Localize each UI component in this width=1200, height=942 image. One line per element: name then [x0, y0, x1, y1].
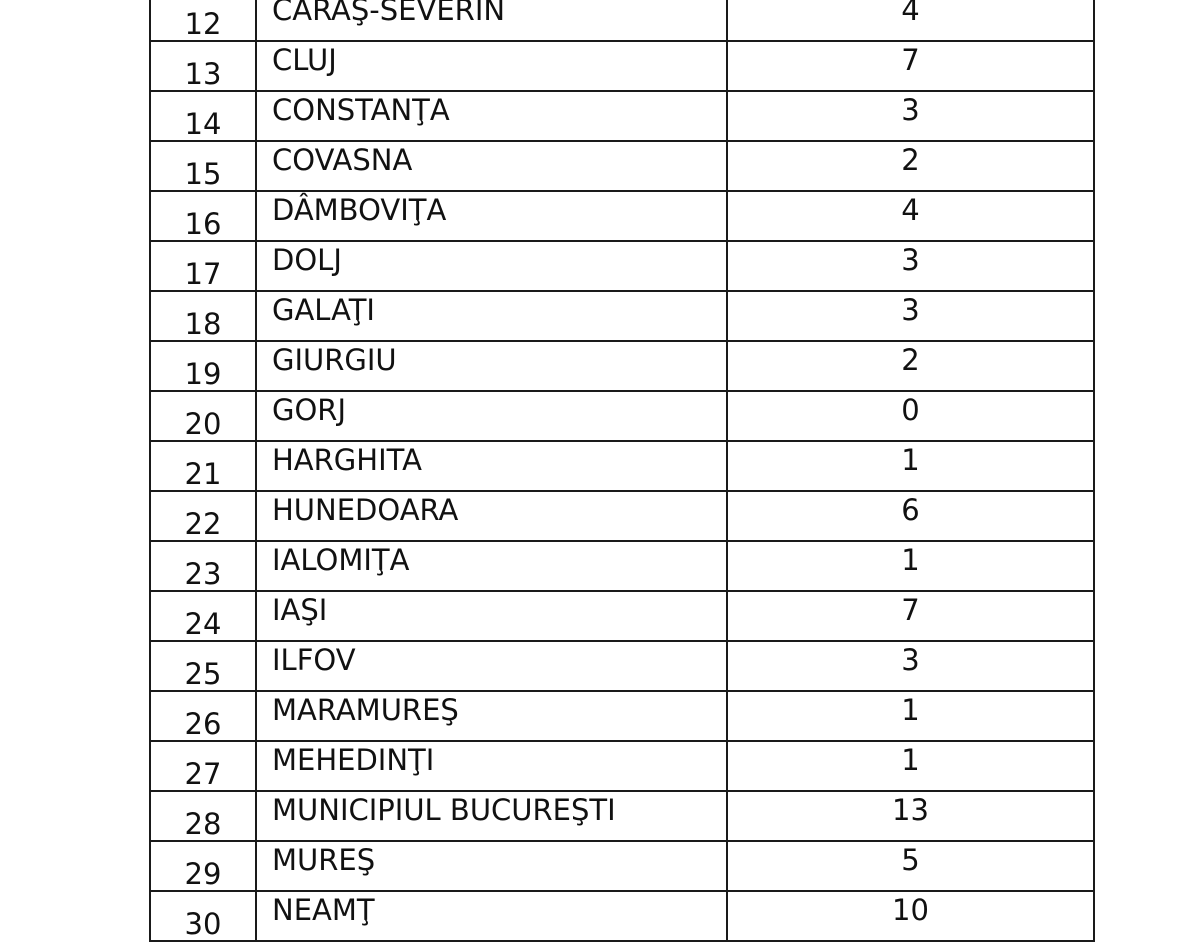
count-cell: 4: [727, 191, 1094, 241]
count-cell: 2: [727, 141, 1094, 191]
table-row: [150, 541, 1094, 591]
row-number-cell: 16: [150, 191, 256, 241]
table-row: [150, 641, 1094, 691]
table-row: [150, 341, 1094, 391]
row-number-cell: 22: [150, 491, 256, 541]
county-name-cell: HUNEDOARA: [256, 491, 727, 541]
table-row: [150, 791, 1094, 841]
table-body: [150, 0, 1094, 941]
county-name-cell: MUREŞ: [256, 841, 727, 891]
county-name-cell: COVASNA: [256, 141, 727, 191]
row-number-cell: 20: [150, 391, 256, 441]
count-cell: 3: [727, 241, 1094, 291]
row-number-cell: 25: [150, 641, 256, 691]
county-name-cell: ILFOV: [256, 641, 727, 691]
county-name-cell: MEHEDINŢI: [256, 741, 727, 791]
county-name-cell: MARAMUREŞ: [256, 691, 727, 741]
count-cell: 10: [727, 891, 1094, 941]
row-number-cell: 17: [150, 241, 256, 291]
count-cell: 13: [727, 791, 1094, 841]
table-row: [150, 441, 1094, 491]
row-number-cell: 18: [150, 291, 256, 341]
table-row: [150, 241, 1094, 291]
row-number-cell: 23: [150, 541, 256, 591]
count-cell: 7: [727, 41, 1094, 91]
table-row: [150, 0, 1094, 41]
count-cell: 4: [727, 0, 1094, 41]
count-cell: 3: [727, 641, 1094, 691]
row-number-cell: 13: [150, 41, 256, 91]
row-number-cell: 15: [150, 141, 256, 191]
count-cell: 1: [727, 541, 1094, 591]
count-cell: 1: [727, 741, 1094, 791]
county-name-cell: NEAMŢ: [256, 891, 727, 941]
table-row: [150, 141, 1094, 191]
count-cell: 1: [727, 441, 1094, 491]
county-name-cell: CONSTANŢA: [256, 91, 727, 141]
county-name-cell: CLUJ: [256, 41, 727, 91]
row-number-cell: 26: [150, 691, 256, 741]
row-number-cell: 29: [150, 841, 256, 891]
county-name-cell: GALAŢI: [256, 291, 727, 341]
count-cell: 3: [727, 291, 1094, 341]
count-cell: 7: [727, 591, 1094, 641]
table-row: [150, 491, 1094, 541]
county-name-cell: GIURGIU: [256, 341, 727, 391]
county-table: [149, 0, 1095, 942]
table-row: [150, 191, 1094, 241]
count-cell: 5: [727, 841, 1094, 891]
row-number-cell: 28: [150, 791, 256, 841]
table-row: [150, 291, 1094, 341]
count-cell: 1: [727, 691, 1094, 741]
count-cell: 3: [727, 91, 1094, 141]
county-name-cell: IALOMIŢA: [256, 541, 727, 591]
table-row: [150, 741, 1094, 791]
table-row: [150, 691, 1094, 741]
table-row: [150, 41, 1094, 91]
county-name-cell: MUNICIPIUL BUCUREŞTI: [256, 791, 727, 841]
county-name-cell: DOLJ: [256, 241, 727, 291]
count-cell: 6: [727, 491, 1094, 541]
row-number-cell: 12: [150, 0, 256, 41]
row-number-cell: 24: [150, 591, 256, 641]
county-name-cell: GORJ: [256, 391, 727, 441]
county-name-cell: DÂMBOVIŢA: [256, 191, 727, 241]
count-cell: 0: [727, 391, 1094, 441]
row-number-cell: 19: [150, 341, 256, 391]
county-name-cell: CARAŞ-SEVERIN: [256, 0, 727, 41]
table-row: [150, 591, 1094, 641]
row-number-cell: 21: [150, 441, 256, 491]
row-number-cell: 14: [150, 91, 256, 141]
row-number-cell: 27: [150, 741, 256, 791]
count-cell: 2: [727, 341, 1094, 391]
table-row: [150, 91, 1094, 141]
table-row: [150, 391, 1094, 441]
county-name-cell: IAŞI: [256, 591, 727, 641]
table-row: [150, 891, 1094, 941]
table-row: [150, 841, 1094, 891]
county-name-cell: HARGHITA: [256, 441, 727, 491]
row-number-cell: 30: [150, 891, 256, 941]
